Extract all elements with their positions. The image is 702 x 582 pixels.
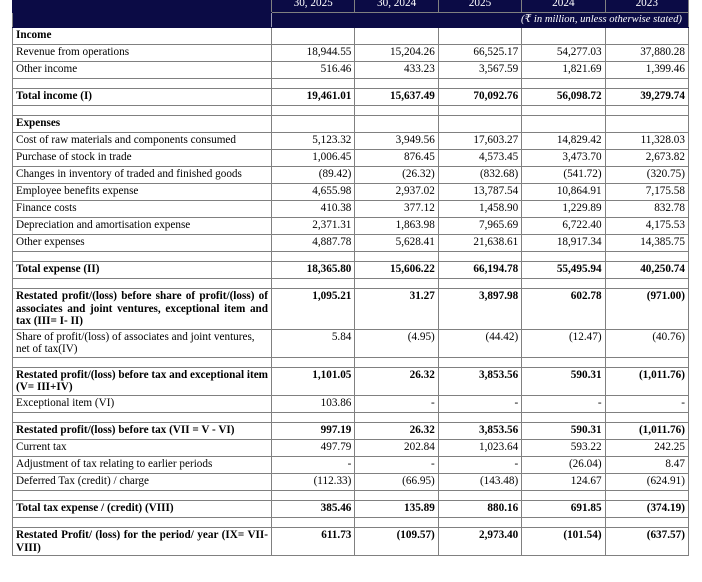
table-row — [13, 439, 689, 456]
spacer-cell — [272, 79, 355, 89]
row-value-fy25: 4,573.45 — [438, 150, 521, 167]
spacer-cell — [272, 517, 355, 527]
row-value-fy24 — [522, 116, 605, 133]
row-value-q1fy26: 385.46 — [272, 500, 355, 517]
spacer-cell — [522, 517, 605, 527]
row-value-fy24: 55,495.94 — [522, 262, 605, 279]
row-value-q1fy25: 202.84 — [355, 439, 438, 456]
row-value-fy23 — [605, 116, 688, 133]
header-cell-fy23 — [605, 0, 688, 12]
table-header — [13, 0, 689, 28]
table-row — [13, 395, 689, 412]
row-value-q1fy26: 497.79 — [272, 439, 355, 456]
spacer-cell — [272, 412, 355, 422]
spacer-cell — [13, 357, 272, 367]
spacer-cell — [355, 517, 438, 527]
table-row — [13, 456, 689, 473]
header-row — [13, 0, 689, 12]
table-row — [13, 422, 689, 439]
row-value-fy25 — [438, 28, 521, 45]
spacer-cell — [272, 252, 355, 262]
spacer-cell — [438, 517, 521, 527]
row-label: Total expense (II) — [13, 262, 272, 279]
row-value-fy25: 3,853.56 — [438, 422, 521, 439]
units-note-row — [13, 12, 689, 28]
header-cell-fy25 — [438, 0, 521, 12]
row-value-fy23: 8.47 — [605, 456, 688, 473]
row-value-q1fy26: 1,101.05 — [272, 367, 355, 395]
row-label: Share of profit/(loss) of associates and joint ventures, net of tax(IV) — [13, 329, 272, 357]
spacer-cell — [522, 252, 605, 262]
row-value-fy23: (637.57) — [605, 527, 688, 555]
row-value-fy24: 18,917.34 — [522, 235, 605, 252]
row-value-fy24: - — [522, 395, 605, 412]
header-cell-q1fy25 — [355, 0, 438, 12]
row-value-fy25: 17,603.27 — [438, 133, 521, 150]
row-label: Adjustment of tax relating to earlier periods — [13, 456, 272, 473]
row-value-fy24: 1,821.69 — [522, 62, 605, 79]
table-row — [13, 150, 689, 167]
spacer-cell — [13, 517, 272, 527]
row-value-fy23: (624.91) — [605, 473, 688, 490]
spacer-cell — [605, 106, 688, 116]
row-value-fy25: 3,853.56 — [438, 367, 521, 395]
row-label: Other expenses — [13, 235, 272, 252]
row-value-fy24: (541.72) — [522, 167, 605, 184]
row-value-fy25: 21,638.61 — [438, 235, 521, 252]
spacer-cell — [522, 279, 605, 289]
row-value-fy25: 880.16 — [438, 500, 521, 517]
header-line: 2025 — [468, 0, 492, 10]
row-value-q1fy25: (4.95) — [355, 329, 438, 357]
table-row — [13, 235, 689, 252]
spacer-cell — [605, 79, 688, 89]
spacer-cell — [355, 357, 438, 367]
row-value-fy23: 14,385.75 — [605, 235, 688, 252]
row-value-fy23: 37,880.28 — [605, 45, 688, 62]
row-value-q1fy25: 377.12 — [355, 201, 438, 218]
row-value-q1fy26: 5.84 — [272, 329, 355, 357]
row-value-fy23: (40.76) — [605, 329, 688, 357]
row-value-q1fy26: - — [272, 456, 355, 473]
row-value-fy24: 590.31 — [522, 367, 605, 395]
row-value-fy24: 593.22 — [522, 439, 605, 456]
row-value-q1fy25: 5,628.41 — [355, 235, 438, 252]
spacer-cell — [522, 490, 605, 500]
table-row — [13, 329, 689, 357]
table-row — [13, 28, 689, 45]
spacer-cell — [272, 106, 355, 116]
row-value-fy25: (44.42) — [438, 329, 521, 357]
row-value-fy23: - — [605, 395, 688, 412]
table-spacer-row — [13, 357, 689, 367]
row-value-q1fy26: 5,123.32 — [272, 133, 355, 150]
row-value-fy23: (374.19) — [605, 500, 688, 517]
row-value-q1fy26: 18,365.80 — [272, 262, 355, 279]
row-value-fy24: 3,473.70 — [522, 150, 605, 167]
row-value-q1fy26: (112.33) — [272, 473, 355, 490]
row-value-fy25: 13,787.54 — [438, 184, 521, 201]
table-row — [13, 45, 689, 62]
row-value-q1fy25 — [355, 28, 438, 45]
spacer-cell — [13, 279, 272, 289]
row-value-fy24: 6,722.40 — [522, 218, 605, 235]
table-row — [13, 527, 689, 555]
row-value-fy23: 242.25 — [605, 439, 688, 456]
table-spacer-row — [13, 490, 689, 500]
row-label: Employee benefits expense — [13, 184, 272, 201]
units-note: (₹ in million, unless otherwise stated) — [272, 12, 689, 28]
row-value-fy23: 1,399.46 — [605, 62, 688, 79]
row-value-q1fy25: 15,606.22 — [355, 262, 438, 279]
table-spacer-row — [13, 517, 689, 527]
row-value-q1fy25: 3,949.56 — [355, 133, 438, 150]
row-value-q1fy25: - — [355, 395, 438, 412]
header-line: 30, 2024 — [377, 0, 417, 10]
row-value-fy23: 4,175.53 — [605, 218, 688, 235]
row-label: Expenses — [13, 116, 272, 133]
header-cell-label — [13, 0, 272, 12]
row-value-q1fy25: 433.23 — [355, 62, 438, 79]
row-label: Restated profit/(loss) before tax (VII = V - VI) — [13, 422, 272, 439]
row-label: Total tax expense / (credit) (VIII) — [13, 500, 272, 517]
row-value-fy23: (1,011.76) — [605, 422, 688, 439]
row-value-q1fy25: 26.32 — [355, 422, 438, 439]
row-value-fy25: 70,092.76 — [438, 89, 521, 106]
row-value-fy24: 691.85 — [522, 500, 605, 517]
row-value-fy23: 2,673.82 — [605, 150, 688, 167]
table-spacer-row — [13, 412, 689, 422]
header-line: 2023 — [635, 0, 658, 10]
row-value-fy25: - — [438, 395, 521, 412]
row-value-fy23: (971.00) — [605, 289, 688, 330]
row-label: Restated profit/(loss) before tax and exceptional item (V= III+IV) — [13, 367, 272, 395]
table-spacer-row — [13, 79, 689, 89]
spacer-cell — [355, 490, 438, 500]
spacer-cell — [438, 252, 521, 262]
row-value-fy25: 1,023.64 — [438, 439, 521, 456]
row-value-fy25: (143.48) — [438, 473, 521, 490]
row-value-q1fy26: 103.86 — [272, 395, 355, 412]
row-label: Finance costs — [13, 201, 272, 218]
spacer-cell — [605, 252, 688, 262]
spacer-cell — [605, 412, 688, 422]
spacer-cell — [438, 357, 521, 367]
row-label: Current tax — [13, 439, 272, 456]
spacer-cell — [605, 517, 688, 527]
row-label: Deferred Tax (credit) / charge — [13, 473, 272, 490]
row-label: Cost of raw materials and components consumed — [13, 133, 272, 150]
row-value-fy25: 1,458.90 — [438, 201, 521, 218]
row-value-q1fy26: 18,944.55 — [272, 45, 355, 62]
row-value-fy25: 7,965.69 — [438, 218, 521, 235]
row-label: Other income — [13, 62, 272, 79]
row-value-q1fy25: (26.32) — [355, 167, 438, 184]
spacer-cell — [13, 490, 272, 500]
row-value-fy24: 124.67 — [522, 473, 605, 490]
row-value-q1fy26: 1,095.21 — [272, 289, 355, 330]
table-row — [13, 89, 689, 106]
table-row — [13, 201, 689, 218]
table-row — [13, 500, 689, 517]
spacer-cell — [13, 252, 272, 262]
spacer-cell — [522, 79, 605, 89]
row-label: Restated profit/(loss) before share of profit/(loss) of associates and joint ventures, exceptional item and tax (III= I- II) — [13, 289, 272, 330]
spacer-cell — [355, 412, 438, 422]
row-label: Total income (I) — [13, 89, 272, 106]
table-row — [13, 167, 689, 184]
spacer-cell — [355, 252, 438, 262]
row-value-fy24: 602.78 — [522, 289, 605, 330]
spacer-cell — [272, 357, 355, 367]
spacer-cell — [13, 412, 272, 422]
row-value-q1fy26: (89.42) — [272, 167, 355, 184]
row-value-fy24 — [522, 28, 605, 45]
table-body — [13, 28, 689, 556]
table-row — [13, 133, 689, 150]
table-row — [13, 218, 689, 235]
row-value-fy24: 54,277.03 — [522, 45, 605, 62]
row-value-fy25 — [438, 116, 521, 133]
header-cell-q1fy26 — [272, 0, 355, 12]
table-spacer-row — [13, 279, 689, 289]
row-label: Depreciation and amortisation expense — [13, 218, 272, 235]
row-value-fy24: 14,829.42 — [522, 133, 605, 150]
row-value-fy25: 3,897.98 — [438, 289, 521, 330]
row-value-q1fy26: 410.38 — [272, 201, 355, 218]
row-value-q1fy25: 15,204.26 — [355, 45, 438, 62]
row-value-fy23: (320.75) — [605, 167, 688, 184]
row-label: Purchase of stock in trade — [13, 150, 272, 167]
row-value-q1fy26: 516.46 — [272, 62, 355, 79]
table-row — [13, 367, 689, 395]
row-value-q1fy26: 4,887.78 — [272, 235, 355, 252]
row-value-q1fy25: 26.32 — [355, 367, 438, 395]
header-cell-fy24 — [522, 0, 605, 12]
row-value-fy23: 40,250.74 — [605, 262, 688, 279]
row-value-fy24: 10,864.91 — [522, 184, 605, 201]
row-value-fy24: (12.47) — [522, 329, 605, 357]
header-line: 30, 2025 — [293, 0, 333, 10]
row-value-q1fy26 — [272, 116, 355, 133]
spacer-cell — [522, 106, 605, 116]
table-spacer-row — [13, 106, 689, 116]
row-value-q1fy26: 997.19 — [272, 422, 355, 439]
spacer-cell — [438, 490, 521, 500]
spacer-cell — [355, 106, 438, 116]
row-value-q1fy26: 19,461.01 — [272, 89, 355, 106]
row-value-q1fy25: 1,863.98 — [355, 218, 438, 235]
spacer-cell — [355, 279, 438, 289]
table-row — [13, 262, 689, 279]
spacer-cell — [438, 79, 521, 89]
table-spacer-row — [13, 252, 689, 262]
table-row — [13, 184, 689, 201]
row-value-fy23: 11,328.03 — [605, 133, 688, 150]
spacer-cell — [522, 412, 605, 422]
row-label: Income — [13, 28, 272, 45]
table-row — [13, 473, 689, 490]
row-value-fy25: 2,973.40 — [438, 527, 521, 555]
row-value-fy24: 1,229.89 — [522, 201, 605, 218]
row-value-fy25: 66,525.17 — [438, 45, 521, 62]
row-label: Exceptional item (VI) — [13, 395, 272, 412]
row-value-fy23 — [605, 28, 688, 45]
row-value-q1fy25: - — [355, 456, 438, 473]
spacer-cell — [522, 357, 605, 367]
row-value-q1fy25: 15,637.49 — [355, 89, 438, 106]
row-value-fy23: 7,175.58 — [605, 184, 688, 201]
row-value-fy24: 590.31 — [522, 422, 605, 439]
row-label: Changes in inventory of traded and finished goods — [13, 167, 272, 184]
row-value-q1fy26: 2,371.31 — [272, 218, 355, 235]
row-value-q1fy26 — [272, 28, 355, 45]
header-line: 2024 — [552, 0, 575, 10]
row-value-q1fy26: 611.73 — [272, 527, 355, 555]
table-row — [13, 116, 689, 133]
row-value-q1fy25: (66.95) — [355, 473, 438, 490]
row-value-fy23: 832.78 — [605, 201, 688, 218]
row-value-q1fy25: 2,937.02 — [355, 184, 438, 201]
spacer-cell — [438, 412, 521, 422]
row-value-fy25: 3,567.59 — [438, 62, 521, 79]
row-value-q1fy25: 876.45 — [355, 150, 438, 167]
row-value-fy24: 56,098.72 — [522, 89, 605, 106]
row-value-fy23: 39,279.74 — [605, 89, 688, 106]
restated-profit-and-loss-table — [12, 0, 689, 556]
row-value-q1fy25: (109.57) — [355, 527, 438, 555]
spacer-cell — [13, 106, 272, 116]
row-value-fy23: (1,011.76) — [605, 367, 688, 395]
table-row — [13, 62, 689, 79]
row-value-fy24: (101.54) — [522, 527, 605, 555]
spacer-cell — [355, 79, 438, 89]
row-value-fy24: (26.04) — [522, 456, 605, 473]
units-note-corner — [13, 12, 272, 28]
spacer-cell — [605, 490, 688, 500]
row-label: Revenue from operations — [13, 45, 272, 62]
row-value-q1fy25: 31.27 — [355, 289, 438, 330]
row-value-q1fy26: 1,006.45 — [272, 150, 355, 167]
row-value-q1fy26: 4,655.98 — [272, 184, 355, 201]
spacer-cell — [605, 279, 688, 289]
spacer-cell — [272, 490, 355, 500]
row-value-q1fy25 — [355, 116, 438, 133]
spacer-cell — [605, 357, 688, 367]
spacer-cell — [13, 79, 272, 89]
row-label: Restated Profit/ (loss) for the period/ year (IX= VII-VIII) — [13, 527, 272, 555]
spacer-cell — [438, 106, 521, 116]
table-row — [13, 289, 689, 330]
spacer-cell — [438, 279, 521, 289]
row-value-q1fy25: 135.89 — [355, 500, 438, 517]
row-value-fy25: - — [438, 456, 521, 473]
row-value-fy25: 66,194.78 — [438, 262, 521, 279]
spacer-cell — [272, 279, 355, 289]
row-value-fy25: (832.68) — [438, 167, 521, 184]
